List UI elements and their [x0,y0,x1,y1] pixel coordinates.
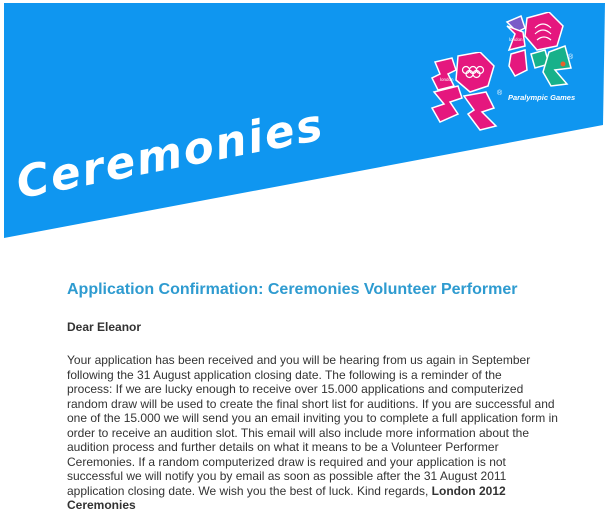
email-content [67,280,607,513]
body-line: following the 31 August application closing date. The following is a reminder of the [67,367,502,382]
london-2012-paralympic-logo [505,12,575,92]
email-body [67,353,597,513]
paralympic-games-caption: Paralympic Games [508,93,576,102]
body-line: random draw will be used to create the final short list for auditions. If you are successful and [67,396,555,411]
body-line: one of the 15.000 we will send you an email inviting you to complete a full application form in [67,411,558,425]
registered-mark: ® [568,54,574,61]
body-line-text: application closing date. We wish you the best of luck. Kind regards, [67,483,432,498]
body-line: order to receive an audition slot. This email will also include more information about the [67,425,530,440]
body-line-last [67,484,597,499]
signoff-org: London 2012 [431,483,506,498]
body-line: Ceremonies. If a random computerized draw is required and your application is not [67,454,506,469]
greeting: Dear Eleanor [67,320,142,334]
paralympic-logo-label: london [509,37,523,42]
registered-mark: ® [497,90,503,97]
ceremonies-banner [0,0,609,250]
email-title: Application Confirmation: Ceremonies Volunteer Performer [67,281,518,298]
signoff-team: Ceremonies [67,498,136,512]
body-line: process: If we are lucky enough to receive over 15.000 applications and computerized [67,382,524,396]
body-line: successful we will notify you by email as soon as possible after the 31 August 2011 [67,469,507,483]
body-line: audition process and further details on what it means to be a Volunteer Performer [67,440,499,454]
body-line: Your application has been received and you will be hearing from us again in September [67,353,531,367]
olympic-logo-label: london [440,77,454,82]
london-2012-olympic-logo [430,52,503,132]
banner-title: Ceremonies [12,99,329,209]
